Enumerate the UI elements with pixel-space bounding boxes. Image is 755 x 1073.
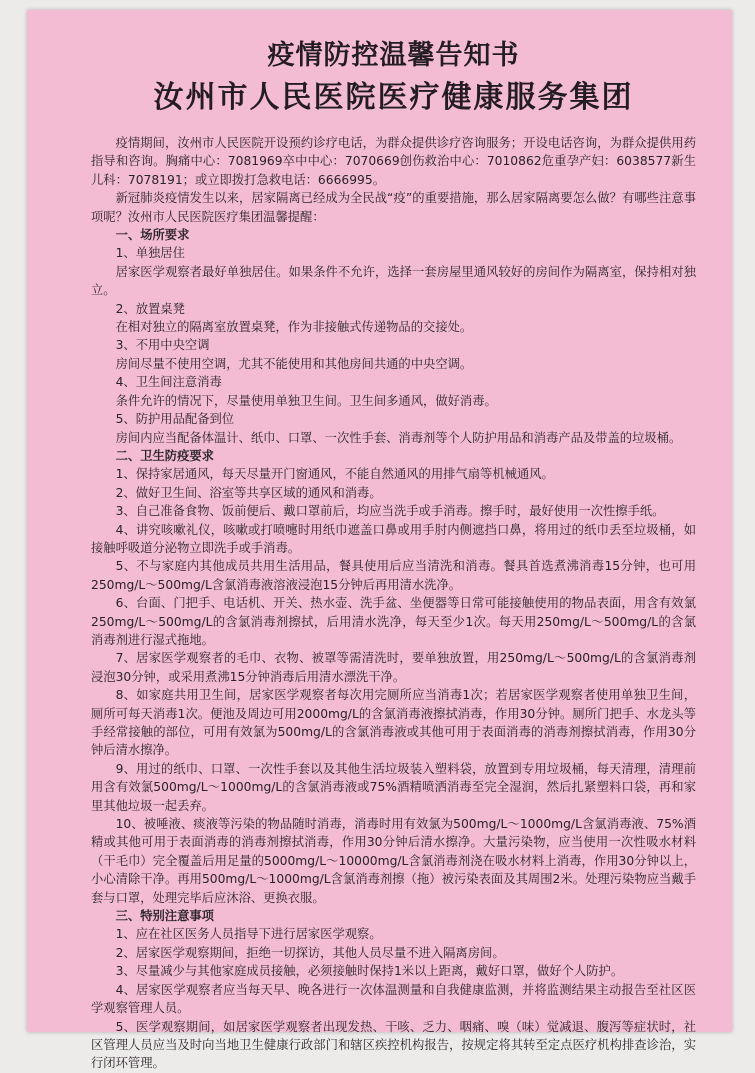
notice-body [91,134,696,1073]
hospital-group-title: 汝州市人民医院医疗健康服务集团 [153,80,634,115]
hygiene-item: 4、讲究咳嗽礼仪，咳嗽或打喷嚏时用纸巾遮盖口鼻或用手肘内侧遮挡口鼻，将用过的纸巾丢至垃圾桶，如接触呼吸道分泌物立即洗手或手消毒。 [91,522,696,555]
special-item: 2、居家医学观察期间，拒绝一切探访，其他人员尽量不进入隔离房间。 [115,945,505,960]
venue-item-label: 2、放置桌凳 [115,301,185,316]
venue-item-text: 在相对独立的隔离室放置桌凳，作为非接触式传递物品的交接处。 [115,320,473,335]
hygiene-item: 2、做好卫生间、浴室等共享区域的通风和消毒。 [115,485,382,500]
section-heading-special: 三、特别注意事项 [115,909,214,924]
special-item: 5、医学观察期间，如居家医学观察者出现发热、干咳、乏力、咽痛、嗅（味）觉减退、腹泻等症状时，社区管理人员应当及时向当地卫生健康行政部门和辖区疾控机构报告，按规定将其转至定点医疗机构排查诊治，实行闭环管理。 [91,1019,696,1071]
venue-item-label: 5、防护用品配备到位 [115,412,235,427]
hygiene-item: 8、如家庭共用卫生间，居家医学观察者每次用完厕所应当消毒1次；若居家医学观察者使用单独卫生间，厕所可每天消毒1次。便池及周边可用2000mg/L的含氯消毒液擦拭消毒，作用30分钟。厕所门把手、水龙头等手经常接触的部位，可用有效氯为500mg/L的含氯消毒液或其他可用于表面消毒的消毒剂擦拭消毒，作用30分钟后清水擦净。 [91,688,696,758]
hygiene-item: 5、不与家庭内其他成员共用生活用品，餐具使用后应当清洗和消毒。餐具首选煮沸消毒15分钟，也可用250mg/L～500mg/L含氯消毒液溶液浸泡15分钟后再用清水洗净。 [91,559,696,592]
venue-item-text: 条件允许的情况下，尽量使用单独卫生间。卫生间多通风，做好消毒。 [115,393,497,408]
venue-item-text: 居家医学观察者最好单独居住。如果条件不允许，选择一套房屋里通风较好的房间作为隔离室，保持相对独立。 [91,264,696,298]
special-item: 3、尽量减少与其他家庭成员接触，必须接触时保持1米以上距离，戴好口罩，做好个人防护。 [115,964,624,979]
hygiene-item: 3、自己准备食物、饭前便后、戴口罩前后，均应当洗手或手消毒。擦手时，最好使用一次性擦手纸。 [115,504,665,519]
section-heading-hygiene: 二、卫生防疫要求 [115,448,214,463]
notice-title: 疫情防控温馨告知书 [267,40,520,71]
venue-item-text: 房间内应当配备体温计、纸巾、口罩、一次性手套、消毒剂等个人防护用品和消毒产品及带盖的垃圾桶。 [115,430,682,445]
section-heading-venue: 一、场所要求 [115,228,190,243]
venue-item-label: 1、单独居住 [115,246,185,261]
hygiene-item: 1、保持家居通风，每天尽量开门窗通风，不能自然通风的用排气扇等机械通风。 [115,467,554,482]
notice-sheet [27,10,732,1071]
hygiene-item: 9、用过的纸巾、口罩、一次性手套以及其他生活垃圾装入塑料袋，放置到专用垃圾桶，每天清理，清理前用含有效氯500mg/L～1000mg/L的含氯消毒液或75%酒精喷洒消毒至完全湿润，然后扎紧塑料口袋，再和家里其他垃圾一起丢弃。 [91,761,696,813]
intro-hotlines: 疫情期间，汝州市人民医院开设预约诊疗电话，为群众提供诊疗咨询服务；开设电话咨询，为群众提供用药指导和咨询。胸痛中心：7081969卒中中心：7070669创伤救治中心：7010862危重孕产妇：6038577新生儿科：7078191；或立即拨打急救电话：6666995。 [91,136,696,187]
special-item: 4、居家医学观察者应当每天早、晚各进行一次体温测量和自我健康监测，并将监测结果主动报告至社区医学观察管理人员。 [91,982,696,1016]
venue-item-label: 4、卫生间注意消毒 [115,375,222,390]
hygiene-item: 10、被唾液、痰液等污染的物品随时消毒，消毒时用有效氯为500mg/L～1000mg/L含氯消毒液、75%酒精或其他可用于表面消毒的消毒剂擦拭消毒，作用30分钟后清水擦净。大量污染物，应当使用一次性吸水材料（干毛巾）完全覆盖后用足量的5000mg/L～10000mg/L含氯消毒剂浇在吸水材料上消毒，作用30分钟以上，小心清除干净。再用500mg/L～1000mg/L含氯消毒剂擦（拖）被污染表面及其周围2米。处理污染物应当戴手套与口罩，处理完毕后应沐浴、更换衣服。 [91,817,696,905]
hygiene-item: 6、台面、门把手、电话机、开关、热水壶、洗手盆、坐便器等日常可能接触使用的物品表面，用含有效氯250mg/L～500mg/L的含氯消毒剂擦拭，后用清水洗净，每天至少1次。每天用250mg/L～500mg/L的含氯消毒剂进行湿式拖地。 [91,596,696,647]
venue-item-label: 3、不用中央空调 [115,338,210,353]
venue-item-text: 房间尽量不使用空调，尤其不能使用和其他房间共通的中央空调。 [115,356,473,371]
intro-isolation: 新冠肺炎疫情发生以来，居家隔离已经成为全民战“疫”的重要措施，那么居家隔离要怎么做？有哪些注意事项呢？汝州市人民医院医疗集团温馨提醒： [91,191,696,224]
special-item: 1、应在社区医务人员指导下进行居家医学观察。 [115,927,382,942]
hygiene-item: 7、居家医学观察者的毛巾、衣物、被罩等需清洗时，要单独放置，用250mg/L～500mg/L的含氯消毒剂浸泡30分钟，或采用煮沸15分钟消毒后用清水漂洗干净。 [91,651,696,684]
